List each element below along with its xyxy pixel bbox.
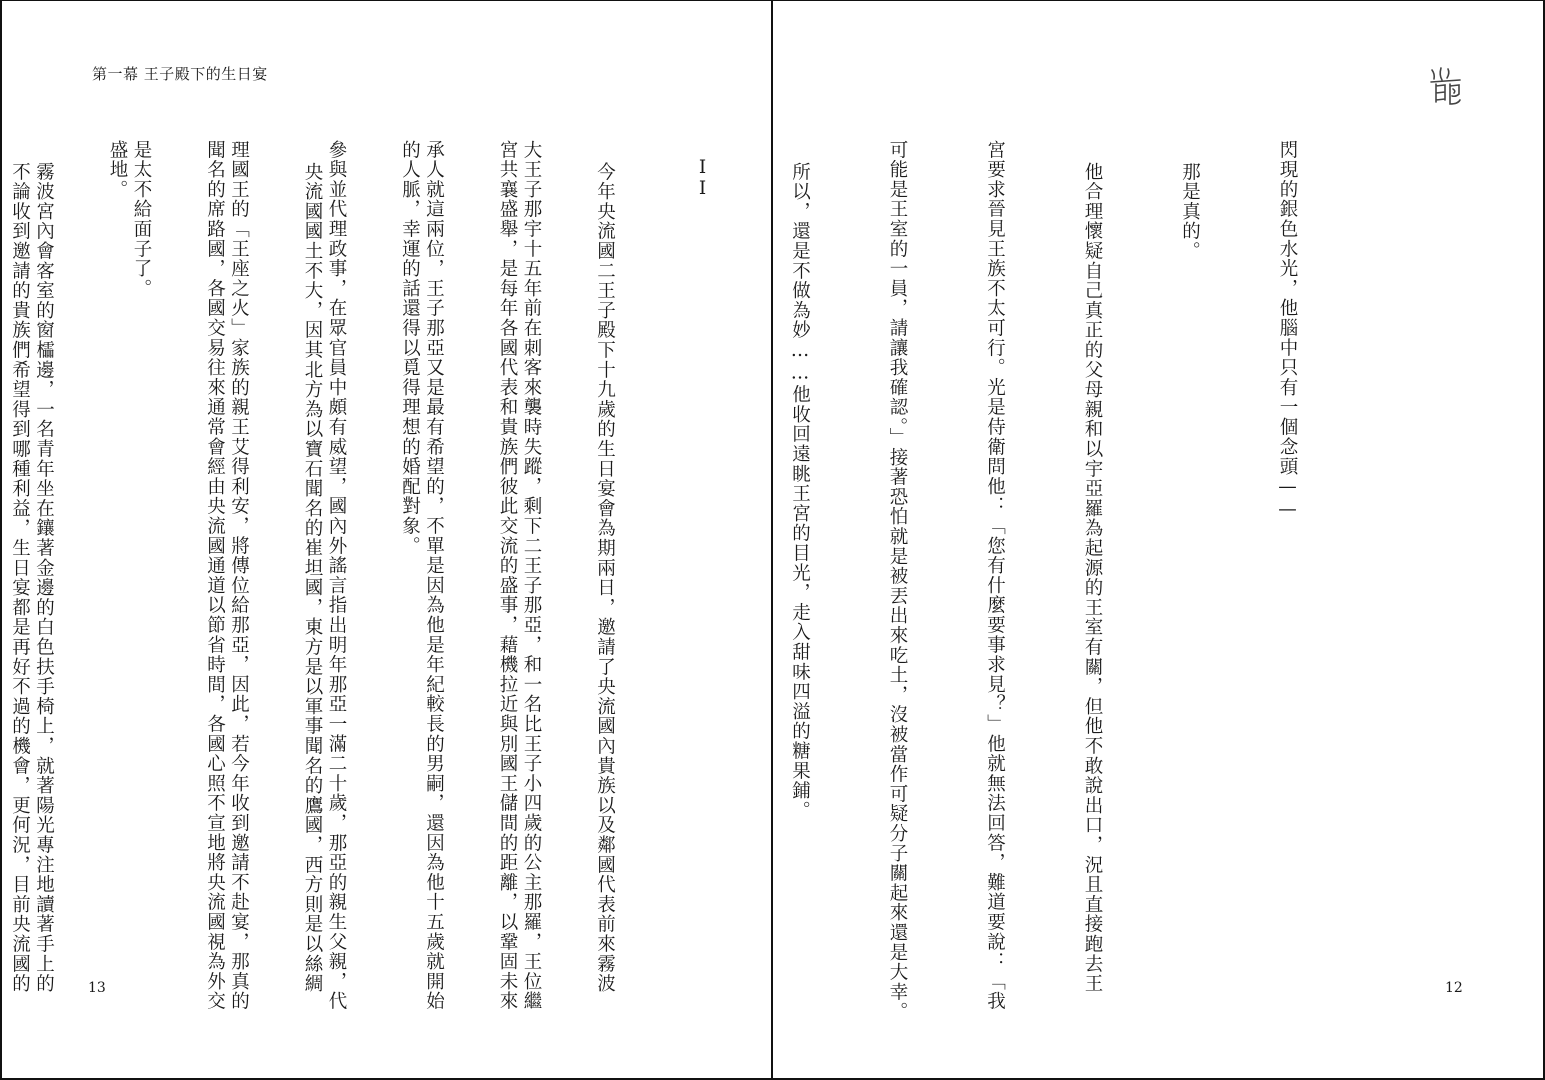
text-line: 宮共襄盛舉，是每年各國代表和貴族們彼此交流的盛事，藉機拉近與別國王儲間的距離，以鞏固未來: [497, 140, 518, 1012]
text-line: 今年央流國二王子殿下十九歲的生日宴會為期兩日，邀請了央流國內貴族以及鄰國代表前來霧波: [594, 162, 616, 994]
text-line: 霧波宮內會客室的窗櫺邊，一名青年坐在鑲著金邊的白色扶手椅上，就著陽光專注地讀著手上的: [33, 162, 55, 994]
page-number: 12: [1445, 980, 1463, 996]
text-line: 的人脈，幸運的話還得以覓得理想的婚配對象。: [399, 140, 421, 556]
section-marker: II: [692, 156, 713, 199]
text-line: 大王子那宇十五年前在刺客來襲時失蹤，剩下二王子那亞，和一名比王子小四歲的公主那羅，王位繼: [521, 140, 542, 1012]
seal-stamp-icon: [1426, 64, 1468, 108]
text-line: 盛地。: [107, 140, 128, 200]
text-line: 那是真的。: [1179, 162, 1201, 262]
text-line: 央流國國土不大，因其北方為以寶石聞名的崔坦國，東方是以軍事聞名的鷹國，西方則是以絲綢: [302, 162, 323, 994]
text-line: 閃現的銀色水光，他腦中只有一個念頭——: [1277, 140, 1298, 522]
text-line: 是太不給面子了。: [131, 140, 152, 299]
text-line: 不論收到邀請的貴族們希望得到哪種利益，生日宴都是再好不過的機會，更何況，目前央流國的: [9, 162, 31, 994]
text-line: 所以，還是不做為妙……他收回遠眺王宮的目光，走入甜味四溢的糖果鋪。: [789, 162, 811, 821]
text-line: 他合理懷疑自己真正的父母親和以宇亞羅為起源的王室有關，但他不敢說出口，況且直接跑去王: [1082, 162, 1103, 994]
text-line: 可能是王室的一員，請讓我確認。」接著恐怕就是被丟出來吃土，沒被當作可疑分子關起來還是大幸。: [887, 140, 908, 1022]
text-line: 理國王的「王座之火」家族的親王艾得利安，將傳位給那亞，因此，若今年收到邀請不赴宴，那真的: [228, 140, 250, 1012]
text-line: 參與並代理政事，在眾官員中頗有威望，國內外謠言指出明年那亞一滿二十歲，那亞的親生父親，代: [326, 140, 347, 1012]
page-number: 13: [88, 980, 106, 996]
running-head: 第一幕 王子殿下的生日宴: [92, 65, 268, 83]
text-line: 宮要求晉見王族不太可行。光是侍衛問他：「您有什麼要事求見？」他就無法回答，難道要說：「我: [984, 140, 1006, 1012]
text-line: 承人就這兩位，王子那亞又是最有希望的，不單是因為他是年紀較長的男嗣，還因為他十五歲就開始: [423, 140, 445, 1012]
text-line: 聞名的席路國，各國交易往來通常會經由央流國通道以節省時間，各國心照不宣地將央流國視為外交: [204, 140, 226, 1012]
